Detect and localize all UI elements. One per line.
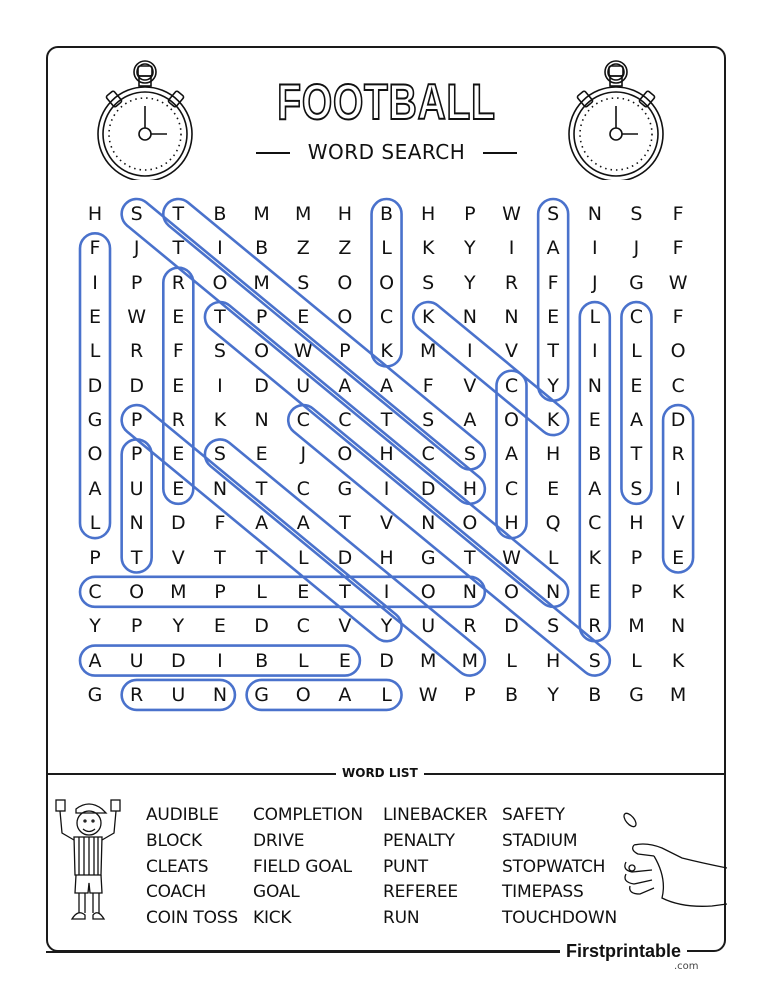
grid-cell[interactable]: O: [337, 271, 353, 294]
grid-cell[interactable]: E: [172, 374, 185, 397]
grid-cell[interactable]: F: [422, 374, 434, 397]
grid-cell[interactable]: N: [587, 374, 602, 397]
grid-cell[interactable]: V: [671, 512, 685, 535]
grid-cell[interactable]: E: [672, 546, 685, 569]
grid-cell[interactable]: L: [631, 649, 642, 672]
grid-cell[interactable]: J: [633, 237, 640, 260]
grid-cell[interactable]: D: [504, 615, 519, 638]
grid-cell[interactable]: N: [462, 306, 477, 329]
word-list-item: STOPWATCH: [502, 856, 606, 877]
grid-cell[interactable]: Y: [464, 237, 476, 260]
grid-cell[interactable]: J: [591, 271, 598, 294]
grid-cell[interactable]: A: [338, 683, 352, 706]
grid-cell[interactable]: C: [88, 580, 102, 603]
grid-cell[interactable]: T: [172, 203, 185, 225]
grid-cell[interactable]: B: [504, 683, 519, 706]
grid-cell[interactable]: E: [297, 306, 310, 329]
grid-cell[interactable]: M: [295, 203, 312, 225]
grid-cell[interactable]: K: [421, 306, 435, 329]
grid-cell[interactable]: O: [212, 271, 228, 294]
grid-cell[interactable]: T: [255, 546, 268, 569]
grid-cell[interactable]: B: [588, 443, 602, 466]
grid-cell[interactable]: N: [212, 477, 228, 500]
grid-cell[interactable]: C: [296, 477, 310, 500]
grid-cell[interactable]: N: [462, 580, 477, 603]
page-title: FOOTBALL: [277, 74, 496, 130]
grid-cell[interactable]: T: [339, 580, 351, 603]
grid-cell[interactable]: H: [462, 477, 477, 500]
grid-cell[interactable]: W: [668, 271, 688, 294]
brand-suffix: .com: [674, 961, 699, 972]
grid-cell[interactable]: A: [463, 409, 477, 432]
grid-cell[interactable]: T: [172, 237, 185, 260]
grid-cell[interactable]: O: [337, 443, 353, 466]
grid-cell[interactable]: P: [464, 683, 476, 706]
grid-cell[interactable]: S: [630, 203, 643, 225]
grid-cell[interactable]: E: [547, 306, 560, 329]
grid-cell[interactable]: S: [422, 409, 435, 432]
grid-cell[interactable]: H: [504, 512, 519, 535]
grid-cell[interactable]: F: [672, 237, 684, 260]
grid-cell[interactable]: A: [88, 649, 102, 672]
grid-cell[interactable]: W: [293, 340, 313, 363]
grid-cell[interactable]: O: [129, 580, 145, 603]
grid-cell[interactable]: D: [254, 615, 269, 638]
grid-cell[interactable]: A: [588, 477, 602, 500]
word-list-item: STADIUM: [502, 830, 578, 851]
word-list-item: DRIVE: [253, 830, 305, 851]
grid-cell[interactable]: D: [420, 477, 436, 500]
grid-cell[interactable]: L: [297, 546, 309, 569]
word-list-item: KICK: [253, 908, 292, 929]
grid-cell[interactable]: S: [213, 340, 226, 363]
grid-cell[interactable]: G: [87, 683, 103, 706]
word-list-item: RUN: [383, 908, 420, 929]
grid-cell[interactable]: V: [338, 615, 352, 638]
footer-rule: [46, 951, 560, 953]
word-list-item: COACH: [146, 882, 206, 903]
grid-cell[interactable]: N: [254, 409, 269, 432]
grid-cell[interactable]: K: [380, 340, 393, 363]
grid-cell[interactable]: F: [672, 306, 684, 329]
grid-cell[interactable]: L: [381, 237, 392, 260]
grid-cell[interactable]: K: [213, 409, 227, 432]
grid-cell[interactable]: O: [504, 580, 519, 603]
brand-logo: Firstprintable: [560, 940, 687, 962]
grid-cell[interactable]: Y: [464, 271, 476, 294]
grid-cell[interactable]: J: [133, 237, 140, 260]
grid-cell[interactable]: K: [671, 580, 685, 603]
grid-cell[interactable]: C: [671, 374, 685, 397]
grid-cell[interactable]: B: [380, 203, 394, 225]
grid-cell[interactable]: O: [87, 443, 103, 466]
grid-cell[interactable]: R: [588, 615, 602, 638]
grid-cell[interactable]: S: [297, 271, 310, 294]
grid-cell[interactable]: N: [670, 615, 686, 638]
grid-cell[interactable]: C: [588, 512, 602, 535]
word-list-item: LINEBACKER: [383, 805, 488, 825]
word-list-item: SAFETY: [502, 805, 565, 825]
grid-cell[interactable]: J: [300, 443, 307, 466]
grid-cell[interactable]: Y: [89, 615, 101, 638]
grid-cell[interactable]: Q: [545, 512, 561, 535]
grid-cell[interactable]: S: [422, 271, 435, 294]
grid-cell[interactable]: I: [217, 374, 223, 397]
grid-cell[interactable]: L: [89, 512, 101, 535]
grid-cell[interactable]: P: [464, 203, 476, 225]
grid-cell[interactable]: O: [254, 340, 270, 363]
grid-cell[interactable]: B: [255, 237, 269, 260]
grid-cell[interactable]: N: [504, 306, 519, 329]
page-subtitle: WORD SEARCH: [307, 140, 466, 164]
grid-cell[interactable]: P: [130, 409, 143, 432]
grid-cell[interactable]: O: [337, 306, 353, 329]
grid-cell[interactable]: W: [502, 546, 521, 569]
grid-cell[interactable]: H: [545, 443, 561, 466]
grid-cell[interactable]: L: [631, 340, 642, 363]
grid-cell[interactable]: V: [171, 546, 185, 569]
grid-cell[interactable]: E: [297, 580, 310, 603]
grid-cell[interactable]: K: [421, 237, 435, 260]
grid-cell[interactable]: M: [669, 683, 687, 706]
grid-cell[interactable]: T: [130, 546, 143, 569]
grid-cell[interactable]: C: [296, 615, 310, 638]
grid-cell[interactable]: P: [89, 546, 101, 569]
grid-cell[interactable]: R: [130, 683, 144, 706]
grid-cell[interactable]: E: [213, 615, 226, 638]
grid-cell[interactable]: A: [505, 443, 518, 466]
word-list-item: PENALTY: [383, 830, 455, 851]
grid-cell[interactable]: O: [295, 683, 311, 706]
grid-cell[interactable]: T: [630, 443, 643, 466]
grid-cell[interactable]: C: [421, 443, 435, 466]
grid-cell[interactable]: R: [463, 615, 477, 638]
grid-cell[interactable]: A: [296, 512, 310, 535]
grid-cell[interactable]: G: [337, 477, 353, 500]
grid-cell[interactable]: O: [462, 512, 478, 535]
grid-cell[interactable]: M: [253, 271, 270, 294]
grid-cell[interactable]: Y: [547, 683, 559, 706]
grid-cell[interactable]: H: [87, 203, 103, 225]
grid-cell[interactable]: O: [420, 580, 436, 603]
grid-cell[interactable]: A: [629, 409, 643, 432]
grid-cell[interactable]: M: [461, 649, 479, 672]
grid-cell[interactable]: K: [588, 546, 602, 569]
word-list-item: AUDIBLE: [146, 805, 219, 825]
grid-cell[interactable]: T: [464, 546, 476, 569]
grid-cell[interactable]: S: [547, 203, 560, 225]
grid-cell[interactable]: U: [296, 374, 311, 397]
grid-cell[interactable]: S: [547, 615, 560, 638]
grid-cell[interactable]: T: [255, 477, 268, 500]
word-list-item: COIN TOSS: [146, 908, 238, 929]
grid-cell[interactable]: D: [170, 649, 186, 672]
coin-toss-hand-illustration: [612, 808, 727, 928]
grid-cell[interactable]: C: [296, 409, 310, 432]
grid-cell[interactable]: S: [463, 443, 476, 466]
grid-cell[interactable]: K: [546, 409, 560, 432]
grid-cell[interactable]: G: [629, 271, 644, 294]
grid-cell[interactable]: I: [467, 340, 473, 363]
grid-cell[interactable]: D: [170, 512, 186, 535]
grid-cell[interactable]: C: [379, 306, 394, 329]
grid-cell[interactable]: D: [337, 546, 353, 569]
grid-cell[interactable]: Y: [547, 374, 559, 397]
grid-cell[interactable]: L: [506, 649, 517, 672]
word-list-item: CLEATS: [146, 856, 209, 877]
grid-cell[interactable]: U: [129, 477, 144, 500]
grid-cell[interactable]: S: [630, 477, 643, 500]
grid-cell[interactable]: I: [383, 477, 390, 500]
grid-cell[interactable]: N: [212, 683, 228, 706]
word-list-column: [253, 803, 363, 932]
grid-cell[interactable]: V: [463, 374, 477, 397]
grid-cell[interactable]: H: [629, 512, 644, 535]
grid-cell[interactable]: N: [546, 580, 561, 603]
word-list-item: BLOCK: [146, 830, 202, 851]
grid-cell[interactable]: E: [338, 649, 351, 672]
grid-cell[interactable]: P: [130, 615, 143, 638]
grid-cell[interactable]: L: [256, 580, 267, 603]
grid-cell[interactable]: H: [379, 546, 394, 569]
grid-cell[interactable]: M: [253, 203, 270, 225]
grid-cell[interactable]: O: [670, 340, 686, 363]
grid-cell[interactable]: O: [504, 409, 519, 432]
grid-cell[interactable]: R: [171, 271, 185, 294]
grid-cell[interactable]: W: [418, 683, 438, 706]
grid-cell[interactable]: S: [213, 443, 226, 466]
grid-cell[interactable]: G: [420, 546, 436, 569]
grid-cell[interactable]: P: [630, 580, 643, 603]
grid-cell[interactable]: M: [419, 340, 437, 363]
grid-cell[interactable]: Y: [172, 615, 185, 638]
grid-cell[interactable]: A: [546, 237, 560, 260]
grid-cell[interactable]: C: [504, 374, 519, 397]
grid-cell[interactable]: R: [504, 271, 519, 294]
grid-cell[interactable]: A: [88, 477, 102, 500]
grid-cell[interactable]: H: [421, 203, 436, 225]
grid-cell[interactable]: F: [547, 271, 559, 294]
grid-cell[interactable]: C: [338, 409, 352, 432]
grid-cell[interactable]: R: [171, 409, 185, 432]
grid-cell[interactable]: T: [214, 306, 226, 329]
grid-cell[interactable]: A: [255, 512, 269, 535]
word-list-item: PUNT: [383, 856, 428, 877]
grid-cell[interactable]: E: [588, 409, 601, 432]
grid-cell[interactable]: E: [588, 580, 601, 603]
grid-cell[interactable]: I: [591, 340, 598, 363]
grid-cell[interactable]: M: [419, 649, 437, 672]
grid-cell[interactable]: T: [214, 546, 226, 569]
word-list-item: TIMEPASS: [502, 882, 584, 903]
grid-cell[interactable]: E: [255, 443, 268, 466]
grid-cell[interactable]: L: [589, 306, 601, 329]
grid-cell[interactable]: V: [505, 340, 518, 363]
word-list-item: FIELD GOAL: [253, 856, 352, 877]
grid-cell[interactable]: L: [547, 546, 559, 569]
grid-cell[interactable]: B: [588, 683, 602, 706]
grid-cell[interactable]: I: [383, 580, 390, 603]
grid-cell[interactable]: E: [630, 374, 643, 397]
grid-cell[interactable]: A: [380, 374, 394, 397]
grid-cell[interactable]: C: [629, 306, 644, 329]
grid-cell[interactable]: T: [339, 512, 351, 535]
grid-cell[interactable]: D: [87, 374, 103, 397]
grid-cell[interactable]: B: [213, 203, 227, 225]
grid-cell[interactable]: S: [130, 203, 143, 225]
grid-cell[interactable]: G: [629, 683, 644, 706]
grid-cell[interactable]: F: [89, 237, 101, 260]
grid-cell[interactable]: C: [504, 477, 519, 500]
grid-cell[interactable]: R: [671, 443, 685, 466]
grid-cell[interactable]: E: [172, 443, 185, 466]
grid-cell[interactable]: F: [172, 340, 184, 363]
grid-cell[interactable]: E: [547, 477, 560, 500]
grid-cell[interactable]: I: [217, 237, 223, 260]
grid-cell[interactable]: F: [672, 203, 684, 225]
grid-cell[interactable]: O: [379, 271, 395, 294]
grid-cell[interactable]: T: [380, 409, 393, 432]
grid-cell[interactable]: D: [254, 374, 269, 397]
word-list-item: COMPLETION: [253, 805, 363, 825]
grid-cell[interactable]: P: [130, 271, 143, 294]
grid-cell[interactable]: D: [670, 409, 686, 432]
word-list-item: TOUCHDOWN: [502, 908, 618, 929]
grid-cell[interactable]: P: [214, 580, 226, 603]
grid-cell[interactable]: I: [217, 649, 223, 672]
grid-cell[interactable]: U: [421, 615, 436, 638]
grid-cell[interactable]: U: [129, 649, 144, 672]
grid-cell[interactable]: L: [381, 683, 392, 706]
grid-cell[interactable]: B: [255, 649, 269, 672]
grid-cell[interactable]: Y: [380, 615, 393, 638]
word-list-column: [502, 803, 617, 932]
grid-cell[interactable]: V: [380, 512, 394, 535]
grid-cell[interactable]: W: [127, 306, 147, 329]
word-list-item: REFEREE: [383, 882, 458, 903]
grid-cell[interactable]: A: [338, 374, 352, 397]
grid-cell[interactable]: Z: [296, 237, 310, 260]
word-list-column: [383, 803, 488, 932]
grid-cell[interactable]: P: [255, 306, 268, 329]
word-list-item: GOAL: [253, 882, 300, 903]
grid-cell[interactable]: N: [129, 512, 144, 535]
grid-cell[interactable]: I: [92, 271, 98, 294]
grid-cell[interactable]: G: [254, 683, 269, 706]
grid-cell[interactable]: D: [129, 374, 144, 397]
grid-cell[interactable]: E: [172, 306, 185, 329]
grid-cell[interactable]: E: [88, 306, 101, 329]
grid-cell[interactable]: D: [379, 649, 394, 672]
grid-cell[interactable]: E: [172, 477, 185, 500]
grid-cell[interactable]: S: [588, 649, 601, 672]
grid-cell[interactable]: I: [508, 237, 515, 260]
referee-illustration: [54, 795, 124, 927]
grid-cell[interactable]: M: [170, 580, 187, 603]
grid-cell[interactable]: K: [671, 649, 685, 672]
grid-cell[interactable]: M: [628, 615, 645, 638]
word-list-column: [146, 803, 238, 932]
grid-cell[interactable]: L: [297, 649, 309, 672]
grid-cell[interactable]: H: [337, 203, 353, 225]
grid-cell[interactable]: N: [421, 512, 436, 535]
grid-cell[interactable]: P: [130, 443, 143, 466]
grid-cell[interactable]: W: [502, 203, 521, 225]
grid-cell[interactable]: P: [339, 340, 351, 363]
grid-cell[interactable]: I: [675, 477, 681, 500]
grid-cell[interactable]: U: [171, 683, 186, 706]
grid-cell[interactable]: Z: [338, 237, 352, 260]
grid-cell[interactable]: I: [591, 237, 598, 260]
grid-cell[interactable]: L: [89, 340, 101, 363]
grid-cell[interactable]: H: [545, 649, 561, 672]
grid-cell[interactable]: P: [630, 546, 643, 569]
grid-cell[interactable]: N: [587, 203, 602, 225]
grid-cell[interactable]: F: [214, 512, 226, 535]
word-list-label: WORD LIST: [336, 764, 424, 782]
grid-cell[interactable]: H: [379, 443, 394, 466]
grid-cell[interactable]: G: [87, 409, 103, 432]
grid-cell[interactable]: R: [130, 340, 144, 363]
grid-cell[interactable]: T: [547, 340, 559, 363]
